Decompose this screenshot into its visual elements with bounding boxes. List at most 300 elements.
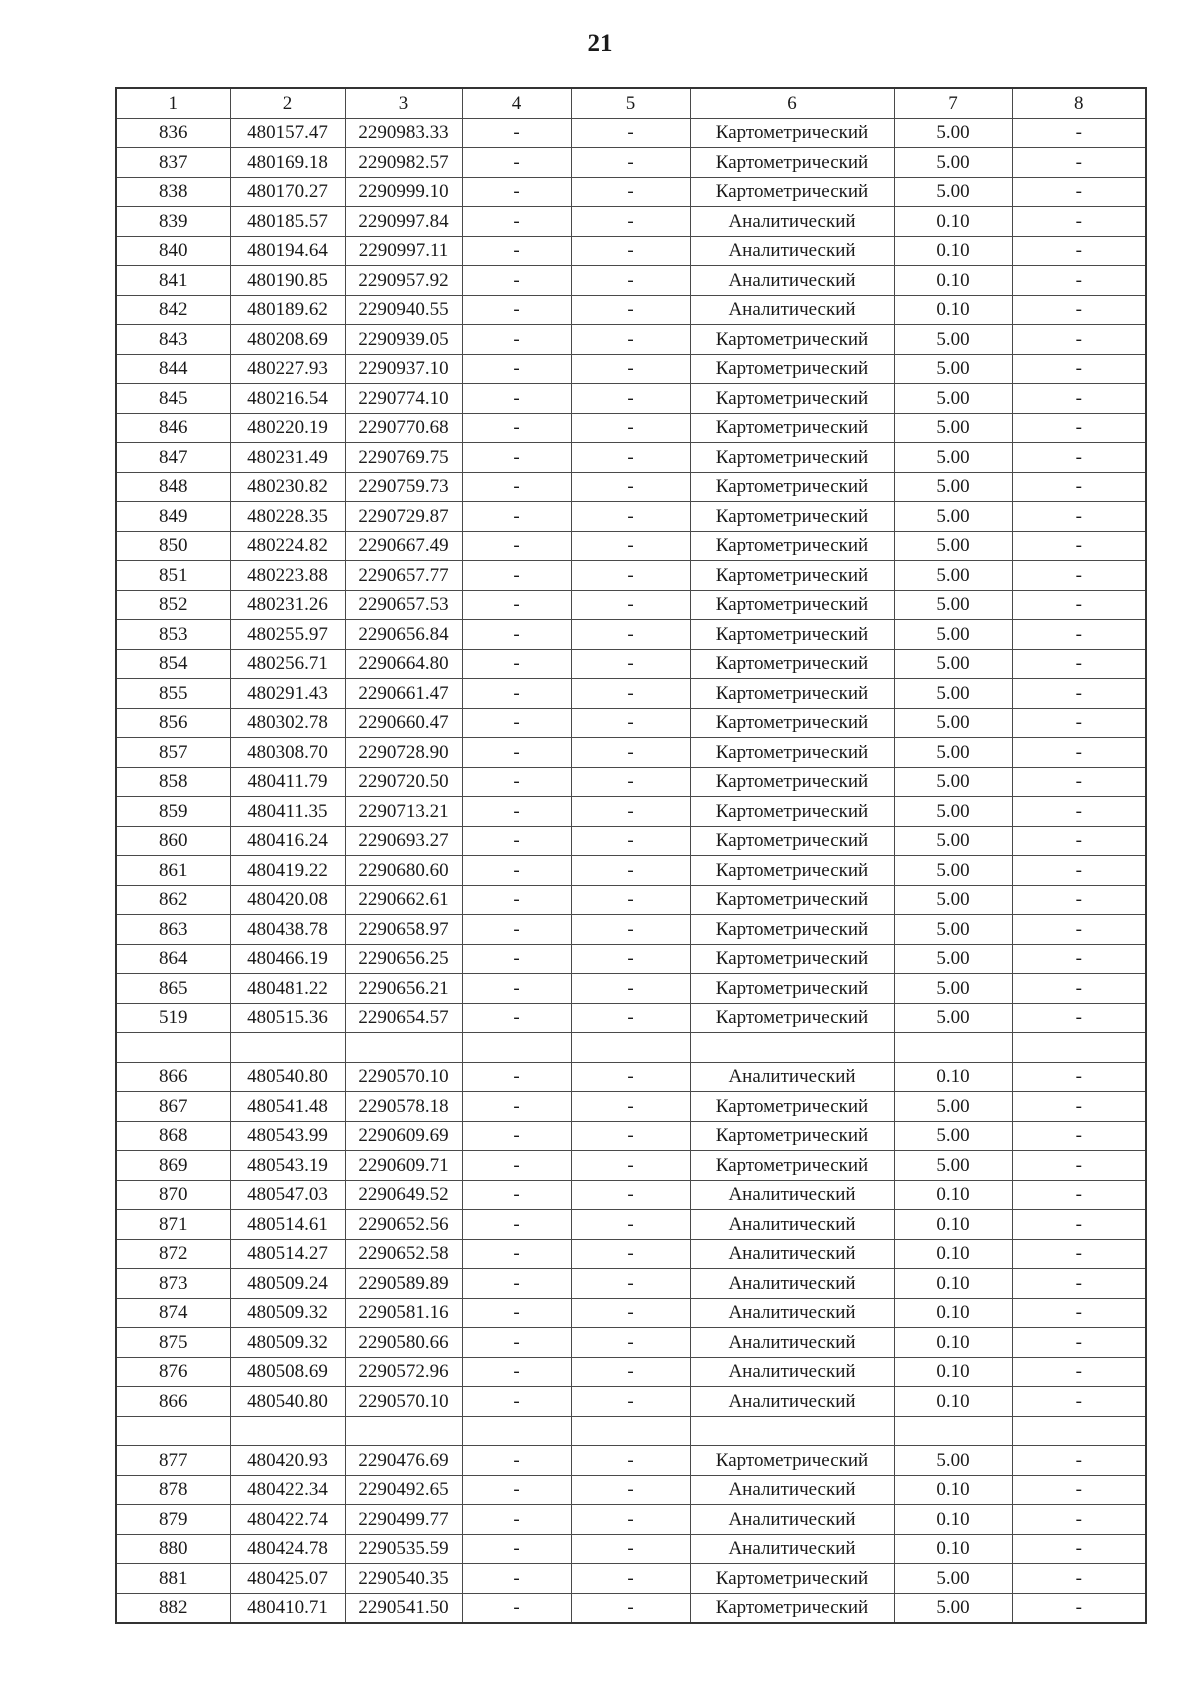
table-row xyxy=(116,502,1146,532)
table-row xyxy=(116,472,1146,502)
cell-col-8: - xyxy=(1012,325,1146,355)
table-row xyxy=(116,207,1146,237)
cell-method: Картометрический xyxy=(690,354,894,384)
cell-accuracy: 5.00 xyxy=(894,177,1012,207)
cell-coord-x: 480169.18 xyxy=(230,148,345,178)
cell-coord-y: 2290657.53 xyxy=(345,590,462,620)
cell-coord-y: 2290664.80 xyxy=(345,649,462,679)
cell-coord-x: 480190.85 xyxy=(230,266,345,296)
cell-col-8: - xyxy=(1012,856,1146,886)
cell-accuracy: 5.00 xyxy=(894,118,1012,148)
cell-col-5: - xyxy=(571,1003,690,1033)
cell-coord-x: 480547.03 xyxy=(230,1180,345,1210)
cell-coord-x: 480411.35 xyxy=(230,797,345,827)
cell-accuracy: 5.00 xyxy=(894,1593,1012,1623)
cell-method: Картометрический xyxy=(690,679,894,709)
table-row xyxy=(116,620,1146,650)
cell-coord-x: 480228.35 xyxy=(230,502,345,532)
cell-point-number: 867 xyxy=(116,1092,230,1122)
cell-col-8: - xyxy=(1012,885,1146,915)
cell-col-8: - xyxy=(1012,531,1146,561)
cell-method: Картометрический xyxy=(690,1446,894,1476)
cell-accuracy: 0.10 xyxy=(894,1062,1012,1092)
cell-point-number: 841 xyxy=(116,266,230,296)
table-row xyxy=(116,236,1146,266)
cell-method: Картометрический xyxy=(690,915,894,945)
cell-point-number: 838 xyxy=(116,177,230,207)
cell-point-number: 854 xyxy=(116,649,230,679)
cell-col-4: - xyxy=(462,177,571,207)
table-row xyxy=(116,1180,1146,1210)
cell-coord-y: 2290658.97 xyxy=(345,915,462,945)
cell-coord-x: 480208.69 xyxy=(230,325,345,355)
cell-col-5: - xyxy=(571,148,690,178)
column-header-2: 2 xyxy=(230,88,345,118)
table-row xyxy=(116,1475,1146,1505)
cell-accuracy: 5.00 xyxy=(894,1564,1012,1594)
cell-col-4: - xyxy=(462,1062,571,1092)
cell-coord-x: 480514.61 xyxy=(230,1210,345,1240)
cell-accuracy: 5.00 xyxy=(894,502,1012,532)
cell-coord-x: 480425.07 xyxy=(230,1564,345,1594)
cell-col-8: - xyxy=(1012,384,1146,414)
cell-coord-y: 2290499.77 xyxy=(345,1505,462,1535)
cell-point-number: 878 xyxy=(116,1475,230,1505)
cell-col-8: - xyxy=(1012,1564,1146,1594)
cell-coord-y: 2290680.60 xyxy=(345,856,462,886)
cell-accuracy: 0.10 xyxy=(894,207,1012,237)
cell-point-number: 871 xyxy=(116,1210,230,1240)
cell-point-number: 858 xyxy=(116,767,230,797)
cell-col-5: - xyxy=(571,1210,690,1240)
cell-col-4: - xyxy=(462,620,571,650)
cell-point-number: 856 xyxy=(116,708,230,738)
cell-coord-x: 480509.32 xyxy=(230,1328,345,1358)
cell-coord-x: 480438.78 xyxy=(230,915,345,945)
cell-point-number: 863 xyxy=(116,915,230,945)
cell-method: Картометрический xyxy=(690,620,894,650)
cell-point-number: 882 xyxy=(116,1593,230,1623)
cell-col-8: - xyxy=(1012,413,1146,443)
cell-col-5: - xyxy=(571,1328,690,1358)
cell-col-4: - xyxy=(462,1505,571,1535)
cell-coord-y: 2290492.65 xyxy=(345,1475,462,1505)
table-row xyxy=(116,1593,1146,1623)
cell-method xyxy=(690,1033,894,1063)
cell-method: Картометрический xyxy=(690,1593,894,1623)
cell-col-5: - xyxy=(571,1092,690,1122)
cell-col-8: - xyxy=(1012,266,1146,296)
cell-col-4 xyxy=(462,1416,571,1446)
cell-accuracy: 5.00 xyxy=(894,1092,1012,1122)
cell-method: Аналитический xyxy=(690,1387,894,1417)
cell-point-number: 873 xyxy=(116,1269,230,1299)
cell-method: Аналитический xyxy=(690,1357,894,1387)
cell-coord-y: 2290657.77 xyxy=(345,561,462,591)
cell-method: Картометрический xyxy=(690,118,894,148)
cell-coord-y: 2290667.49 xyxy=(345,531,462,561)
cell-col-4: - xyxy=(462,1151,571,1181)
cell-method: Аналитический xyxy=(690,1328,894,1358)
cell-col-4: - xyxy=(462,915,571,945)
cell-method: Картометрический xyxy=(690,708,894,738)
cell-col-4: - xyxy=(462,236,571,266)
cell-method: Картометрический xyxy=(690,797,894,827)
cell-point-number: 847 xyxy=(116,443,230,473)
cell-accuracy: 5.00 xyxy=(894,472,1012,502)
cell-coord-y: 2290570.10 xyxy=(345,1062,462,1092)
cell-coord-x: 480540.80 xyxy=(230,1387,345,1417)
table-row xyxy=(116,325,1146,355)
cell-col-4 xyxy=(462,1033,571,1063)
cell-accuracy: 0.10 xyxy=(894,266,1012,296)
cell-col-5: - xyxy=(571,502,690,532)
cell-col-8: - xyxy=(1012,1092,1146,1122)
table-row xyxy=(116,915,1146,945)
cell-col-8: - xyxy=(1012,974,1146,1004)
table-row xyxy=(116,590,1146,620)
table-body xyxy=(116,88,1146,1623)
cell-point-number: 866 xyxy=(116,1062,230,1092)
cell-col-4: - xyxy=(462,207,571,237)
cell-coord-y: 2290652.58 xyxy=(345,1239,462,1269)
column-header-4: 4 xyxy=(462,88,571,118)
cell-col-4: - xyxy=(462,325,571,355)
cell-method: Картометрический xyxy=(690,413,894,443)
cell-method: Картометрический xyxy=(690,1003,894,1033)
cell-col-8: - xyxy=(1012,1475,1146,1505)
cell-point-number: 836 xyxy=(116,118,230,148)
cell-coord-y: 2290728.90 xyxy=(345,738,462,768)
cell-col-5: - xyxy=(571,354,690,384)
cell-point-number xyxy=(116,1033,230,1063)
cell-col-8: - xyxy=(1012,1357,1146,1387)
cell-accuracy: 0.10 xyxy=(894,1239,1012,1269)
cell-coord-x: 480422.34 xyxy=(230,1475,345,1505)
cell-col-8: - xyxy=(1012,354,1146,384)
cell-method: Картометрический xyxy=(690,177,894,207)
cell-coord-y: 2290983.33 xyxy=(345,118,462,148)
table-row xyxy=(116,1328,1146,1358)
cell-coord-x: 480220.19 xyxy=(230,413,345,443)
cell-col-5: - xyxy=(571,1298,690,1328)
column-header-1: 1 xyxy=(116,88,230,118)
cell-col-5: - xyxy=(571,177,690,207)
table-row xyxy=(116,384,1146,414)
cell-method: Аналитический xyxy=(690,1239,894,1269)
cell-col-8: - xyxy=(1012,1505,1146,1535)
cell-col-5: - xyxy=(571,797,690,827)
cell-method: Аналитический xyxy=(690,236,894,266)
cell-accuracy: 5.00 xyxy=(894,649,1012,679)
table-row xyxy=(116,1564,1146,1594)
cell-method: Картометрический xyxy=(690,885,894,915)
cell-col-5: - xyxy=(571,325,690,355)
cell-col-5: - xyxy=(571,590,690,620)
table-row xyxy=(116,148,1146,178)
cell-coord-y: 2290720.50 xyxy=(345,767,462,797)
table-row xyxy=(116,443,1146,473)
cell-point-number: 870 xyxy=(116,1180,230,1210)
cell-accuracy: 5.00 xyxy=(894,384,1012,414)
cell-coord-x: 480256.71 xyxy=(230,649,345,679)
cell-point-number: 879 xyxy=(116,1505,230,1535)
cell-method: Картометрический xyxy=(690,443,894,473)
cell-point-number: 851 xyxy=(116,561,230,591)
cell-col-8: - xyxy=(1012,1151,1146,1181)
cell-point-number: 844 xyxy=(116,354,230,384)
column-header-8: 8 xyxy=(1012,88,1146,118)
cell-col-5: - xyxy=(571,1151,690,1181)
table-row xyxy=(116,679,1146,709)
cell-point-number: 839 xyxy=(116,207,230,237)
cell-coord-x: 480291.43 xyxy=(230,679,345,709)
cell-method: Картометрический xyxy=(690,767,894,797)
cell-col-8: - xyxy=(1012,1298,1146,1328)
cell-col-5: - xyxy=(571,826,690,856)
cell-coord-y: 2290769.75 xyxy=(345,443,462,473)
cell-col-5: - xyxy=(571,266,690,296)
cell-point-number: 875 xyxy=(116,1328,230,1358)
cell-col-4: - xyxy=(462,1210,571,1240)
cell-col-4: - xyxy=(462,1121,571,1151)
cell-col-5 xyxy=(571,1416,690,1446)
cell-coord-y: 2290661.47 xyxy=(345,679,462,709)
cell-point-number: 877 xyxy=(116,1446,230,1476)
cell-coord-y: 2290656.25 xyxy=(345,944,462,974)
cell-col-5: - xyxy=(571,1357,690,1387)
cell-col-4: - xyxy=(462,797,571,827)
cell-coord-x: 480194.64 xyxy=(230,236,345,266)
cell-col-8: - xyxy=(1012,738,1146,768)
cell-accuracy: 5.00 xyxy=(894,443,1012,473)
cell-accuracy: 5.00 xyxy=(894,1446,1012,1476)
cell-col-4: - xyxy=(462,974,571,1004)
cell-accuracy: 5.00 xyxy=(894,1151,1012,1181)
cell-method: Аналитический xyxy=(690,1180,894,1210)
cell-accuracy: 0.10 xyxy=(894,1387,1012,1417)
cell-method: Аналитический xyxy=(690,1269,894,1299)
table-row xyxy=(116,1062,1146,1092)
cell-accuracy: 0.10 xyxy=(894,1298,1012,1328)
cell-col-8: - xyxy=(1012,236,1146,266)
cell-col-4: - xyxy=(462,738,571,768)
cell-col-8: - xyxy=(1012,708,1146,738)
cell-point-number: 868 xyxy=(116,1121,230,1151)
table-row xyxy=(116,1446,1146,1476)
cell-point-number: 864 xyxy=(116,944,230,974)
cell-coord-x: 480255.97 xyxy=(230,620,345,650)
cell-method: Аналитический xyxy=(690,1298,894,1328)
table-row xyxy=(116,1534,1146,1564)
cell-coord-y: 2290572.96 xyxy=(345,1357,462,1387)
cell-col-5: - xyxy=(571,236,690,266)
cell-coord-x: 480170.27 xyxy=(230,177,345,207)
cell-col-4: - xyxy=(462,472,571,502)
cell-col-8: - xyxy=(1012,590,1146,620)
cell-col-5: - xyxy=(571,413,690,443)
cell-coord-x: 480509.24 xyxy=(230,1269,345,1299)
cell-col-4: - xyxy=(462,1357,571,1387)
cell-coord-y: 2290656.21 xyxy=(345,974,462,1004)
cell-method: Картометрический xyxy=(690,561,894,591)
cell-coord-y: 2290939.05 xyxy=(345,325,462,355)
cell-accuracy: 0.10 xyxy=(894,1180,1012,1210)
cell-col-5: - xyxy=(571,472,690,502)
cell-col-8: - xyxy=(1012,1269,1146,1299)
cell-accuracy: 5.00 xyxy=(894,1121,1012,1151)
cell-accuracy: 5.00 xyxy=(894,915,1012,945)
cell-coord-x: 480189.62 xyxy=(230,295,345,325)
cell-col-5: - xyxy=(571,118,690,148)
cell-accuracy: 5.00 xyxy=(894,354,1012,384)
cell-col-5: - xyxy=(571,1505,690,1535)
table-row xyxy=(116,974,1146,1004)
cell-col-8: - xyxy=(1012,1534,1146,1564)
cell-coord-y: 2290535.59 xyxy=(345,1534,462,1564)
cell-col-4: - xyxy=(462,266,571,296)
cell-accuracy: 0.10 xyxy=(894,236,1012,266)
cell-col-4: - xyxy=(462,1446,571,1476)
cell-col-4: - xyxy=(462,1387,571,1417)
cell-point-number: 862 xyxy=(116,885,230,915)
cell-col-8: - xyxy=(1012,620,1146,650)
cell-accuracy: 5.00 xyxy=(894,856,1012,886)
cell-accuracy: 5.00 xyxy=(894,974,1012,1004)
table-row xyxy=(116,118,1146,148)
cell-method: Картометрический xyxy=(690,531,894,561)
cell-col-8: - xyxy=(1012,767,1146,797)
cell-col-5: - xyxy=(571,295,690,325)
cell-col-4: - xyxy=(462,1180,571,1210)
cell-col-4: - xyxy=(462,767,571,797)
cell-col-8: - xyxy=(1012,148,1146,178)
cell-point-number: 881 xyxy=(116,1564,230,1594)
table-row xyxy=(116,413,1146,443)
cell-point-number: 861 xyxy=(116,856,230,886)
cell-col-5: - xyxy=(571,1446,690,1476)
cell-col-8: - xyxy=(1012,177,1146,207)
cell-point-number: 880 xyxy=(116,1534,230,1564)
cell-coord-y: 2290729.87 xyxy=(345,502,462,532)
cell-accuracy: 0.10 xyxy=(894,1505,1012,1535)
cell-coord-y: 2290581.16 xyxy=(345,1298,462,1328)
cell-coord-x: 480420.93 xyxy=(230,1446,345,1476)
table-row xyxy=(116,1387,1146,1417)
cell-col-4: - xyxy=(462,531,571,561)
cell-method: Картометрический xyxy=(690,944,894,974)
cell-col-5: - xyxy=(571,679,690,709)
cell-coord-y: 2290770.68 xyxy=(345,413,462,443)
cell-coord-x: 480508.69 xyxy=(230,1357,345,1387)
table-row xyxy=(116,177,1146,207)
cell-col-4: - xyxy=(462,590,571,620)
cell-accuracy: 0.10 xyxy=(894,1534,1012,1564)
cell-method: Картометрический xyxy=(690,1092,894,1122)
cell-col-5: - xyxy=(571,856,690,886)
cell-col-8: - xyxy=(1012,1003,1146,1033)
table-row xyxy=(116,561,1146,591)
cell-coord-y: 2290580.66 xyxy=(345,1328,462,1358)
cell-coord-y: 2290476.69 xyxy=(345,1446,462,1476)
cell-accuracy xyxy=(894,1033,1012,1063)
cell-col-8: - xyxy=(1012,944,1146,974)
cell-method: Картометрический xyxy=(690,738,894,768)
cell-accuracy: 5.00 xyxy=(894,531,1012,561)
table-row xyxy=(116,767,1146,797)
cell-col-8: - xyxy=(1012,472,1146,502)
column-header-7: 7 xyxy=(894,88,1012,118)
cell-col-8 xyxy=(1012,1416,1146,1446)
cell-point-number: 865 xyxy=(116,974,230,1004)
table-row xyxy=(116,354,1146,384)
cell-coord-y: 2290570.10 xyxy=(345,1387,462,1417)
cell-col-5: - xyxy=(571,1475,690,1505)
cell-col-5: - xyxy=(571,1269,690,1299)
cell-coord-x: 480541.48 xyxy=(230,1092,345,1122)
cell-col-4: - xyxy=(462,1003,571,1033)
cell-col-5: - xyxy=(571,974,690,1004)
cell-accuracy: 5.00 xyxy=(894,590,1012,620)
cell-method: Картометрический xyxy=(690,472,894,502)
cell-accuracy: 0.10 xyxy=(894,1475,1012,1505)
cell-accuracy: 0.10 xyxy=(894,1210,1012,1240)
cell-accuracy: 5.00 xyxy=(894,620,1012,650)
cell-coord-x: 480302.78 xyxy=(230,708,345,738)
cell-method: Картометрический xyxy=(690,590,894,620)
cell-point-number: 850 xyxy=(116,531,230,561)
cell-accuracy xyxy=(894,1416,1012,1446)
cell-method: Картометрический xyxy=(690,1151,894,1181)
cell-coord-y xyxy=(345,1416,462,1446)
cell-point-number: 855 xyxy=(116,679,230,709)
cell-col-5: - xyxy=(571,1593,690,1623)
cell-coord-x xyxy=(230,1033,345,1063)
cell-accuracy: 5.00 xyxy=(894,561,1012,591)
cell-point-number: 853 xyxy=(116,620,230,650)
cell-coord-x: 480223.88 xyxy=(230,561,345,591)
cell-coord-x: 480509.32 xyxy=(230,1298,345,1328)
cell-col-4: - xyxy=(462,1593,571,1623)
cell-coord-y: 2290662.61 xyxy=(345,885,462,915)
cell-coord-y: 2290652.56 xyxy=(345,1210,462,1240)
cell-method: Картометрический xyxy=(690,384,894,414)
cell-col-8: - xyxy=(1012,561,1146,591)
coordinates-table xyxy=(115,87,1147,1624)
table-row xyxy=(116,1357,1146,1387)
cell-col-8: - xyxy=(1012,679,1146,709)
table-row xyxy=(116,708,1146,738)
cell-coord-y: 2290774.10 xyxy=(345,384,462,414)
cell-point-number: 849 xyxy=(116,502,230,532)
cell-coord-x: 480514.27 xyxy=(230,1239,345,1269)
cell-col-5: - xyxy=(571,207,690,237)
cell-coord-x: 480216.54 xyxy=(230,384,345,414)
cell-col-4: - xyxy=(462,443,571,473)
cell-method: Картометрический xyxy=(690,1121,894,1151)
table-row xyxy=(116,738,1146,768)
table-header-row xyxy=(116,88,1146,118)
cell-col-5: - xyxy=(571,1534,690,1564)
cell-col-5: - xyxy=(571,649,690,679)
cell-col-5: - xyxy=(571,944,690,974)
cell-method: Аналитический xyxy=(690,1062,894,1092)
cell-point-number: 874 xyxy=(116,1298,230,1328)
cell-coord-x: 480411.79 xyxy=(230,767,345,797)
cell-col-4: - xyxy=(462,679,571,709)
cell-coord-x: 480230.82 xyxy=(230,472,345,502)
cell-col-4: - xyxy=(462,1239,571,1269)
